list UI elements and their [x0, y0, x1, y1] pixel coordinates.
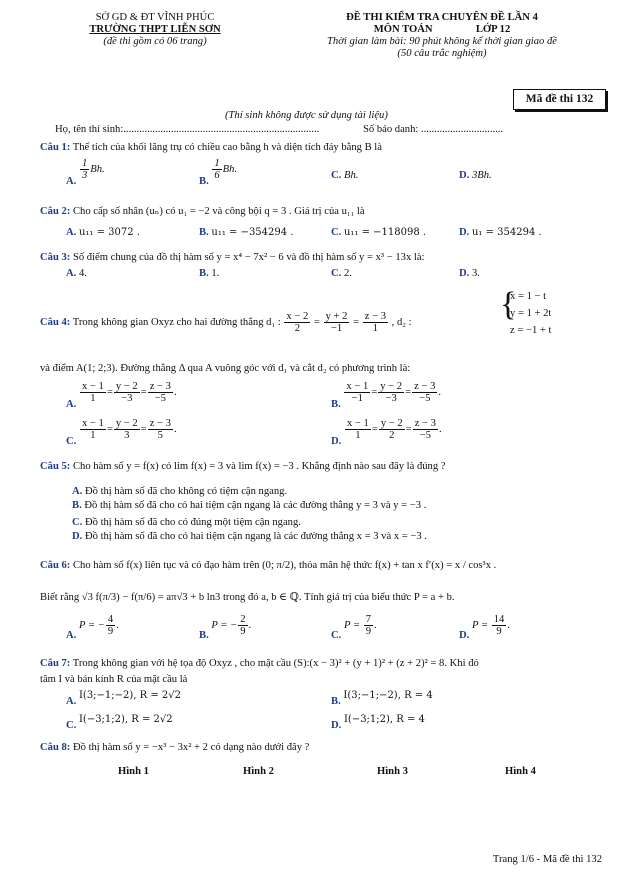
question-text: Thể tích của khối lăng trụ có chiều cao bằng h và diện tích đáy bằng B là	[72, 142, 382, 153]
figure-3-label: Hình 3	[377, 766, 408, 777]
school-name: TRƯỜNG THPT LIỄN SƠN	[89, 24, 221, 35]
option-b[interactable]: B. 1.	[199, 268, 220, 279]
time-note: Thời gian làm bài: 90 phút không kể thời gian giao đề	[327, 36, 557, 47]
candidate-id-line: Số báo danh: ...............................	[363, 124, 504, 135]
option-b[interactable]: B. $\frac{1}{6}$ Bh.	[199, 158, 238, 187]
grade: LỚP 12	[475, 24, 511, 35]
exam-code-box: Mã đề thi 132	[513, 89, 606, 110]
option-a[interactable]: A. u₁₁ = 3072 .	[66, 227, 140, 238]
header-right	[292, 12, 592, 60]
pages-note: (đề thi gồm có 06 trang)	[103, 36, 207, 47]
option-d[interactable]: D. $\frac{x - 1}{1}$ = $\frac{y - 2}{2}$ = $\frac{z - 3}{-5}$ .	[331, 418, 442, 447]
option-d[interactable]: D. 3Bh.	[459, 170, 492, 181]
option-c[interactable]: C. Bh.	[331, 170, 359, 181]
option-b[interactable]: B. Đồ thị hàm số đã cho có hai tiệm cận ngang là các đường thẳng y = 3 và y = −3 .	[72, 500, 427, 511]
subject: MÔN TOÁN	[373, 24, 433, 35]
question-4-continued: và điểm A(1; 2;3). Đường thẳng Δ qua A vuông góc với d₁ và cắt d₂ có phương trình là:	[40, 363, 411, 374]
option-a[interactable]: A. P = − $\frac{4}{9}$ .	[66, 614, 119, 641]
candidate-name-line: Họ, tên thí sinh:..........................................................................	[55, 124, 320, 135]
option-a[interactable]: A. Đồ thị hàm số đã cho không có tiệm cận ngang.	[72, 486, 288, 497]
no-materials-note: (Thí sinh không được sử dụng tài liệu)	[225, 110, 388, 121]
option-a[interactable]: A. 4.	[66, 268, 87, 279]
question-4: Câu 4: Trong không gian Oxyz cho hai đường thẳng d₁ : $\frac{x - 2}{2}$ = $\frac{y + 2}{-1}$ = $\frac{z - 3}{1}$ , d₂ :	[40, 311, 412, 334]
exam-title: ĐỀ THI KIỂM TRA CHUYÊN ĐỀ LẦN 4	[346, 12, 538, 23]
option-c[interactable]: C. u₁₁ = −118098 .	[331, 227, 427, 238]
option-c[interactable]: C. Đồ thị hàm số đã cho có đúng một tiệm cận ngang.	[72, 517, 301, 528]
option-a[interactable]: A. I(3;−1;−2), R = 2√2	[66, 690, 182, 707]
option-d[interactable]: D. I(−3;1;2), R = 4	[331, 714, 425, 731]
page-footer: Trang 1/6 - Mã đề thi 132	[492, 854, 602, 865]
question-3: Câu 3: Số điểm chung của đồ thị hàm số y = x⁴ − 7x² − 6 và đồ thị hàm số y = x³ − 13x là:	[40, 252, 425, 263]
option-b[interactable]: B. I(3;−1;−2), R = 4	[331, 690, 433, 707]
option-d[interactable]: D. u₁ = 354294 .	[459, 227, 542, 238]
figure-4-label: Hình 4	[505, 766, 536, 777]
option-c[interactable]: C. I(−3;1;2), R = 2√2	[66, 714, 173, 731]
option-b[interactable]: B. u₁₁ = −354294 .	[199, 227, 294, 238]
figure-2-label: Hình 2	[243, 766, 274, 777]
option-a[interactable]: A. $\frac{x - 1}{1}$ = $\frac{y - 2}{-3}$ = $\frac{z - 3}{-5}$ .	[66, 381, 177, 410]
option-a[interactable]: A. $\frac{1}{3}$ Bh.	[66, 158, 105, 187]
option-d[interactable]: D. P = $\frac{14}{9}$ .	[459, 614, 510, 641]
question-6: Câu 6: Cho hàm số f(x) liên tục và có đạo hàm trên (0; π/2), thỏa mãn hệ thức f(x) + tan x f′(x) = x / cos³x .	[40, 560, 497, 571]
question-1	[40, 142, 600, 154]
figure-1-label: Hình 1	[118, 766, 149, 777]
question-7: Câu 7: Trong không gian với hệ tọa độ Oxyz , cho mặt cầu (S):(x − 3)² + (y + 1)² + (z + 2)² = 8. Khi đó	[40, 658, 479, 669]
option-b[interactable]: B. P = − $\frac{2}{9}$ .	[199, 614, 252, 641]
question-5: Câu 5: Cho hàm số y = f(x) có lim f(x) = 3 và lim f(x) = −3 . Khẳng định nào sau đây là đúng ?	[40, 461, 446, 472]
option-c[interactable]: C. 2.	[331, 268, 352, 279]
header-left	[40, 12, 270, 48]
option-b[interactable]: B. $\frac{x - 1}{-1}$ = $\frac{y - 2}{-3}$ = $\frac{z - 3}{-5}$ .	[331, 381, 442, 410]
question-8: Câu 8: Đồ thị hàm số y = −x³ − 3x² + 2 có dạng nào dưới đây ?	[40, 742, 310, 753]
option-d[interactable]: D. 3.	[459, 268, 480, 279]
question-6-continued: Biết rằng √3 f(π/3) − f(π/6) = aπ√3 + b ln3 trong đó a, b ∈ ℚ. Tính giá trị của biểu thức P = a + b.	[40, 592, 455, 603]
option-d[interactable]: D. Đồ thị hàm số đã cho có hai tiệm cận ngang là các đường thẳng x = 3 và x = −3 .	[72, 531, 427, 542]
option-c[interactable]: C. $\frac{x - 1}{1}$ = $\frac{y - 2}{3}$ = $\frac{z - 3}{5}$ .	[66, 418, 177, 447]
question-7-continued: tâm I và bán kính R của mặt cầu là	[40, 674, 188, 685]
subject-line	[292, 24, 592, 36]
option-c[interactable]: C. P = $\frac{7}{9}$ .	[331, 614, 377, 641]
count-note: (50 câu trắc nghiệm)	[397, 48, 487, 59]
question-2: Câu 2: Cho cấp số nhân (uₙ) có u₁ = −2 và công bội q = 3 . Giá trị của u₁₁ là	[40, 206, 365, 217]
question-label: Câu 1:	[40, 142, 71, 153]
dept-name: SỞ GD & ĐT VĨNH PHÚC	[95, 12, 215, 23]
